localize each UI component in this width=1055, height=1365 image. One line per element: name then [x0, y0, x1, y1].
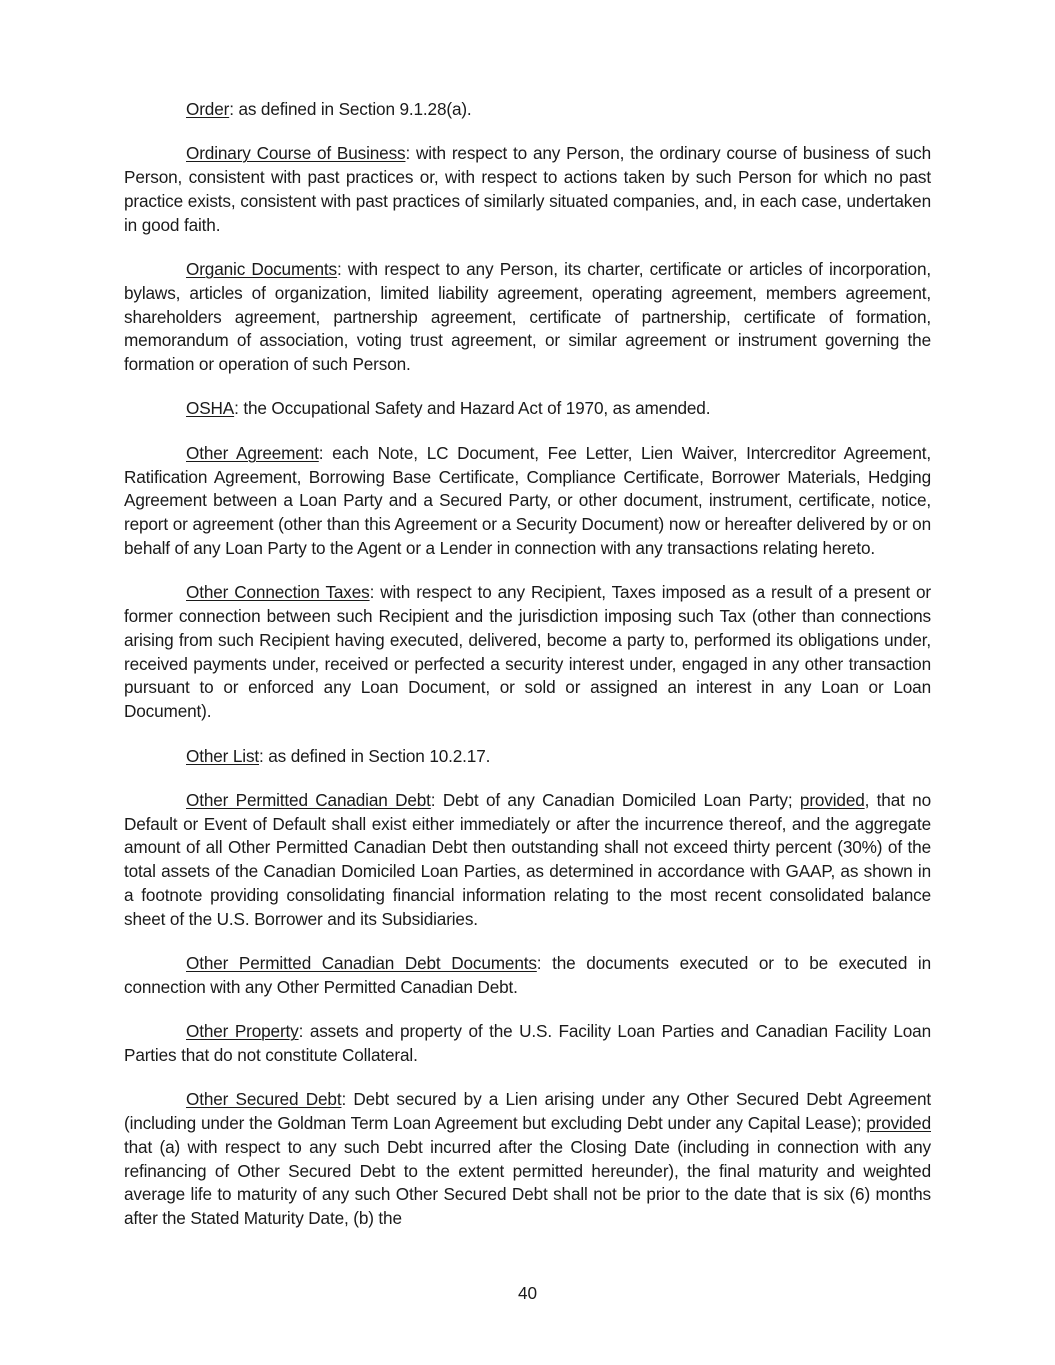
- definition-other-connection-taxes: [124, 581, 931, 724]
- definition-text: : Debt of any Canadian Domiciled Loan Party;: [430, 789, 800, 810]
- defined-term: Other Permitted Canadian Debt Documents: [186, 953, 537, 974]
- defined-term: Other Secured Debt: [186, 1089, 342, 1110]
- definition-text-continued: that (a) with respect to any such Debt incurred after the Closing Date (including in connection with any refinancing of Other Secured Debt to the extent permitted hereunder), the final maturity and weighted average life to maturity of any such Other Secured Debt shall not be prior to the date that is six (6) months after the Stated Maturity Date, (b) the: [124, 1136, 931, 1229]
- definition-text: : with respect to any Person, its charter, certificate or articles of incorporation, bylaws, articles of organization, limited liability agreement, operating agreement, members agreement, shareholders agreement, partnership agreement, certificate of partnership, certificate of formation, memorandum of association, voting trust agreement, or similar agreement or instrument governing the formation or operation of such Person.: [124, 258, 931, 375]
- definition-other-secured-debt: [124, 1088, 931, 1231]
- defined-term: Other Property: [186, 1021, 299, 1042]
- defined-term: Other Permitted Canadian Debt: [186, 789, 431, 810]
- definition-ordinary-course-of-business: [124, 142, 931, 237]
- definition-osha: [124, 397, 931, 421]
- definition-order: [124, 98, 931, 122]
- definition-text: : as defined in Section 9.1.28(a).: [229, 99, 472, 119]
- definition-text: : Debt secured by a Lien arising under any Other Secured Debt Agreement (including under the Goldman Term Loan Agreement but excluding Debt under any Capital Lease);: [124, 1089, 931, 1134]
- definition-text: : the documents executed or to be executed in connection with any Other Permitted Canadian Debt.: [124, 953, 931, 997]
- defined-term: Order: [186, 99, 230, 119]
- proviso-word: provided: [799, 789, 865, 810]
- definition-text: : each Note, LC Document, Fee Letter, Lien Waiver, Intercreditor Agreement, Ratification Agreement, Borrowing Base Certificate, Compliance Certificate, Borrower Materials, Hedging Agreement between a Loan Party and a Secured Party, or other document, instrument, certificate, notice, report or agreement (other than this Agreement or a Security Document) now or hereafter delivered by or on behalf of any Loan Party to the Agent or a Lender in connection with any transactions relating hereto.: [124, 442, 931, 558]
- proviso-word: provided: [866, 1113, 931, 1134]
- page-number: 40: [517, 1283, 538, 1303]
- definition-text: : with respect to any Person, the ordinary course of business of such Person, consistent with past practices or, with respect to actions taken by such Person for which no past practice exists, consistent with past practices of similarly situated companies, and, in each case, undertaken in good faith.: [124, 143, 931, 235]
- definition-other-property: [124, 1020, 931, 1068]
- definition-text: : with respect to any Recipient, Taxes imposed as a result of a present or former connection between such Recipient and the jurisdiction imposing such Tax (other than connections arising from such Recipient having executed, delivered, become a party to, performed its obligations under, received payments under, received or perfected a security interest under, engaged in any other transaction pursuant to or enforced any Loan Document, or sold or assigned an interest in any Loan or Loan Document).: [124, 582, 931, 722]
- defined-term: Ordinary Course of Business: [186, 143, 406, 164]
- defined-term: OSHA: [186, 398, 235, 419]
- defined-term: Other Connection Taxes: [186, 582, 370, 603]
- definition-other-permitted-canadian-debt: [124, 789, 931, 932]
- definition-organic-documents: [124, 258, 931, 377]
- defined-term: Other List: [186, 745, 260, 766]
- document-page: [124, 98, 931, 1252]
- definition-other-permitted-canadian-debt-documents: [124, 952, 931, 1000]
- defined-term: Other Agreement: [186, 442, 319, 463]
- definition-text: : as defined in Section 10.2.17.: [259, 745, 491, 766]
- definition-text: : assets and property of the U.S. Facility Loan Parties and Canadian Facility Loan Parties that do not constitute Collateral.: [124, 1021, 931, 1065]
- definition-text-continued: , that no Default or Event of Default shall exist either immediately or after the incurrence thereof, and the aggregate amount of all Other Permitted Canadian Debt then outstanding shall not exceed thirty percent (30%) of the total assets of the Canadian Domiciled Loan Parties, as determined in accordance with GAAP, as shown in a footnote providing consolidating financial information relating to the most recent consolidated balance sheet of the U.S. Borrower and its Subsidiaries.: [124, 789, 931, 929]
- definition-other-agreement: [124, 442, 931, 561]
- definition-text: : the Occupational Safety and Hazard Act of 1970, as amended.: [234, 398, 711, 419]
- definition-other-list: [124, 745, 931, 769]
- defined-term: Organic Documents: [186, 258, 338, 279]
